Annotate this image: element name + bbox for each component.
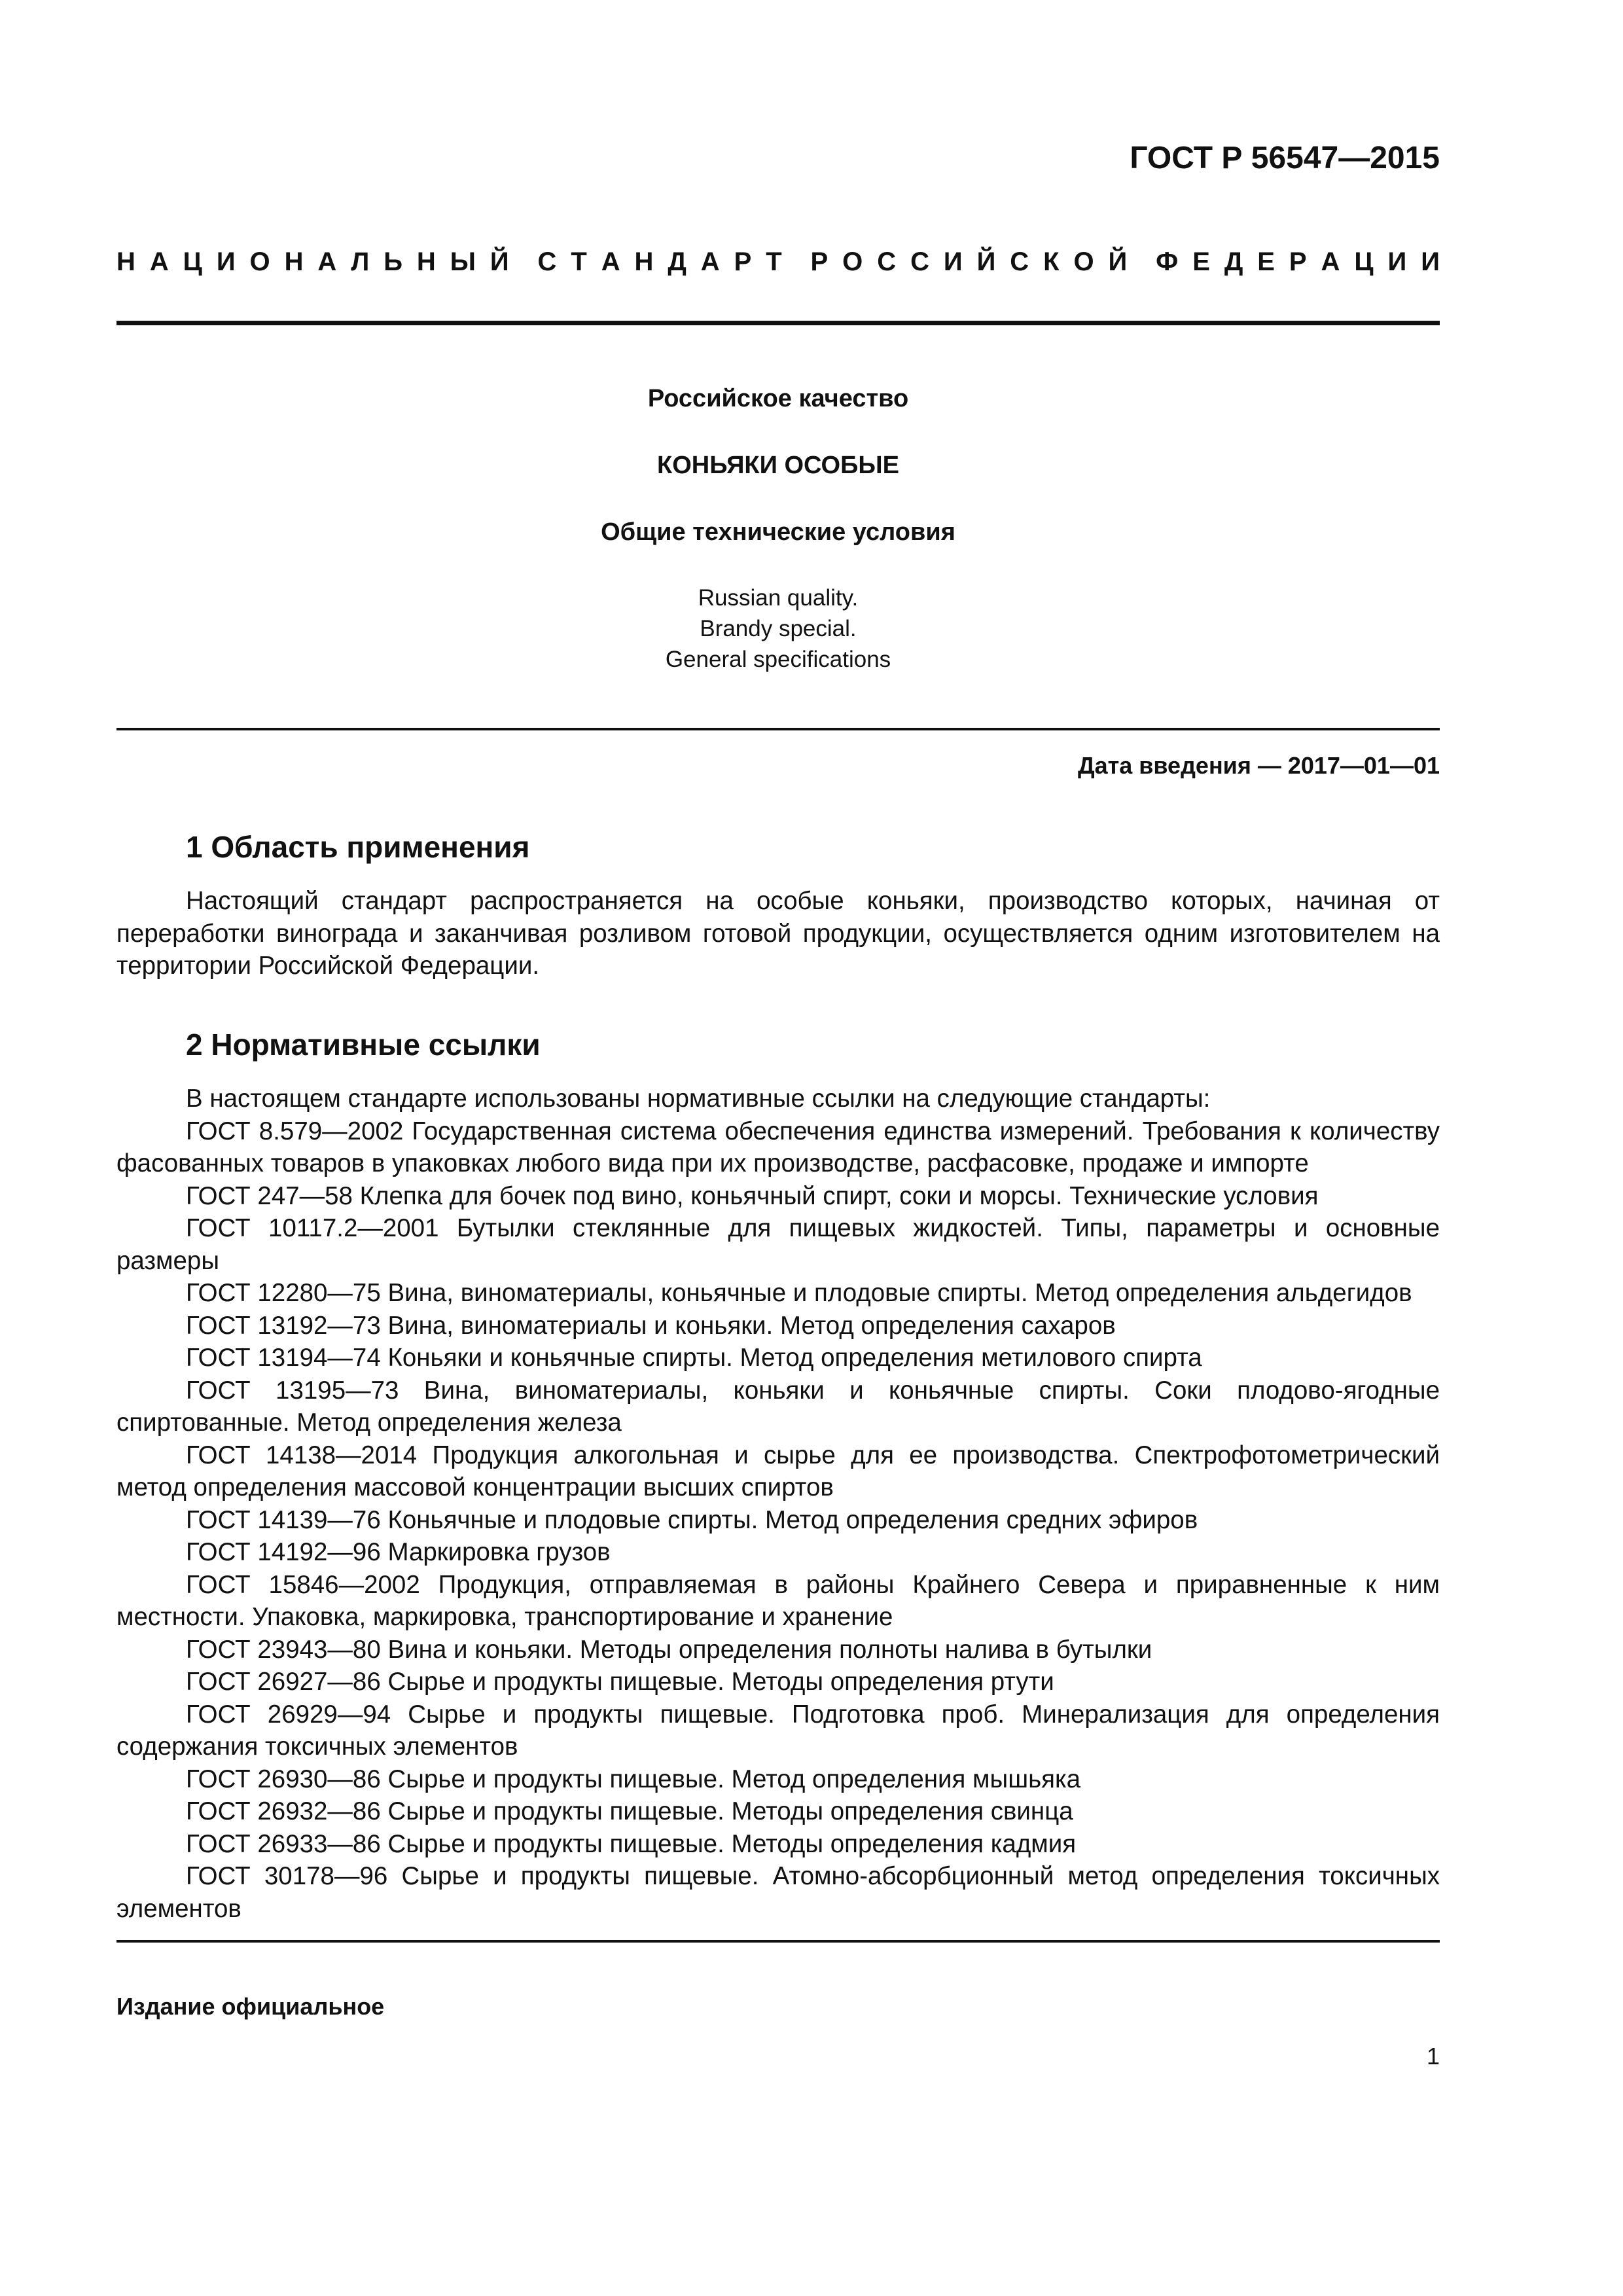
title-russian-quality: Российское качество <box>647 385 909 412</box>
reference-item: ГОСТ 13194—74 Коньяки и коньячные спирты. Метод определения метилового спирта <box>186 1344 1202 1372</box>
header-letter: Н <box>116 247 135 276</box>
header-letter: И <box>1421 247 1440 276</box>
header-letter: А <box>317 247 337 276</box>
title-subtitle: Общие технические условия <box>601 518 955 546</box>
header-divider <box>116 321 1440 325</box>
standard-header <box>116 246 1440 278</box>
reference-item: ГОСТ 30178—96 Сырье и продукты пищевые. Атомно-абсорбционный метод определения токсичных элементов <box>116 1862 1440 1923</box>
section-scope-body <box>116 885 1440 982</box>
header-letter: Ь <box>383 247 402 276</box>
title-main: КОНЬЯКИ ОСОБЫЕ <box>657 452 899 479</box>
header-letter: С <box>877 247 897 276</box>
header-letter: Р <box>810 247 829 276</box>
reference-item: ГОСТ 26932—86 Сырье и продукты пищевые. Методы определения свинца <box>186 1797 1073 1825</box>
reference-item: ГОСТ 13192—73 Вина, виноматериалы и коньяки. Метод определения сахаров <box>186 1311 1116 1340</box>
footer-divider <box>116 1940 1440 1943</box>
header-letter: И <box>943 247 963 276</box>
reference-item: ГОСТ 10117.2—2001 Бутылки стеклянные для пищевых жидкостей. Типы, параметры и основные размеры <box>116 1214 1440 1275</box>
title-divider <box>116 728 1440 730</box>
header-letter: С <box>537 247 557 276</box>
page-number: 1 <box>1426 2043 1440 2070</box>
header-letter: О <box>249 247 270 276</box>
header-letter: С <box>1010 247 1029 276</box>
document-number: ГОСТ Р 56547—2015 <box>1130 141 1440 175</box>
header-letter: Й <box>1108 247 1128 276</box>
reference-item: ГОСТ 8.579—2002 Государственная система обеспечения единства измерений. Требования к количеству фасованных товаров в упаковках любого вида при их производстве, расфасовке, продаже и импорте <box>116 1117 1440 1177</box>
title-english-line: Russian quality. <box>698 585 859 611</box>
header-letter: Й <box>490 247 509 276</box>
header-letter: Т <box>571 247 587 276</box>
section-references-body <box>116 1083 1440 1925</box>
header-letter: Ы <box>450 247 476 276</box>
header-letter: Д <box>1224 247 1243 276</box>
paragraph: Настоящий стандарт распространяется на особые коньяки, производство которых, начиная от переработки винограда и заканчивая розливом готовой продукции, осуществляется одним изготовителем на территории Российской Федерации. <box>116 887 1440 980</box>
header-letter: Р <box>1289 247 1307 276</box>
header-letter: А <box>1321 247 1340 276</box>
reference-item: ГОСТ 26933—86 Сырье и продукты пищевые. Методы определения кадмия <box>186 1829 1077 1858</box>
header-letter: Ц <box>183 247 202 276</box>
reference-item: ГОСТ 14138—2014 Продукция алкогольная и сырье для ее производства. Спектрофотометрический метод определения массовой концентрации высших спиртов <box>116 1441 1440 1501</box>
header-letter: Й <box>976 247 996 276</box>
reference-item: ГОСТ 14192—96 Маркировка грузов <box>186 1538 611 1566</box>
header-letter: Н <box>284 247 304 276</box>
reference-item: ГОСТ 15846—2002 Продукция, отправляемая в районы Крайнего Севера и приравненные к ним местности. Упаковка, маркировка, транспортирование и хранение <box>116 1570 1440 1631</box>
header-letter: Ф <box>1156 247 1179 276</box>
header-letter: Н <box>634 247 654 276</box>
header-letter: Л <box>351 247 370 276</box>
reference-item: ГОСТ 26929—94 Сырье и продукты пищевые. Подготовка проб. Минерализация для определения содержания токсичных элементов <box>116 1700 1440 1761</box>
header-letter: Е <box>1192 247 1210 276</box>
header-letter: Ц <box>1354 247 1374 276</box>
section-heading-scope: 1 Область применения <box>186 830 530 864</box>
header-letter: С <box>910 247 929 276</box>
header-letter: О <box>1073 247 1094 276</box>
header-letter: Р <box>734 247 752 276</box>
reference-item: ГОСТ 247—58 Клепка для бочек под вино, коньячный спирт, соки и морсы. Технические условия <box>186 1181 1319 1210</box>
header-letter: И <box>216 247 236 276</box>
reference-item: ГОСТ 14139—76 Коньячные и плодовые спирты. Метод определения средних эфиров <box>186 1505 1198 1534</box>
reference-item: ГОСТ 23943—80 Вина и коньяки. Методы определения полноты налива в бутылки <box>186 1635 1152 1664</box>
reference-item: ГОСТ 12280—75 Вина, виноматериалы, коньячные и плодовые спирты. Метод определения альдегидов <box>186 1279 1412 1307</box>
header-letter: К <box>1043 247 1060 276</box>
header-letter: Е <box>1257 247 1275 276</box>
reference-item: ГОСТ 13195—73 Вина, виноматериалы, коньяки и коньячные спирты. Соки плодово-ягодные спиртованные. Метод определения железа <box>116 1376 1440 1437</box>
reference-item: ГОСТ 26930—86 Сырье и продукты пищевые. Метод определения мышьяка <box>186 1765 1081 1793</box>
header-letter: И <box>1387 247 1407 276</box>
title-english-line: General specifications <box>665 647 891 672</box>
header-letter: Д <box>668 247 687 276</box>
reference-item: ГОСТ 26927—86 Сырье и продукты пищевые. Методы определения ртути <box>186 1668 1054 1696</box>
paragraph: В настоящем стандарте использованы нормативные ссылки на следующие стандарты: <box>186 1085 1211 1113</box>
title-english-line: Brandy special. <box>700 616 857 641</box>
header-letter: А <box>700 247 720 276</box>
section-heading-references: 2 Нормативные ссылки <box>186 1028 541 1062</box>
header-letter: Т <box>766 247 782 276</box>
introduction-date: Дата введения — 2017—01—01 <box>1077 752 1440 779</box>
header-letter: О <box>842 247 863 276</box>
header-letter: А <box>601 247 620 276</box>
title-english <box>116 583 1440 675</box>
edition-label: Издание официальное <box>116 1993 385 2020</box>
header-letter: Н <box>416 247 436 276</box>
header-letter: А <box>149 247 169 276</box>
